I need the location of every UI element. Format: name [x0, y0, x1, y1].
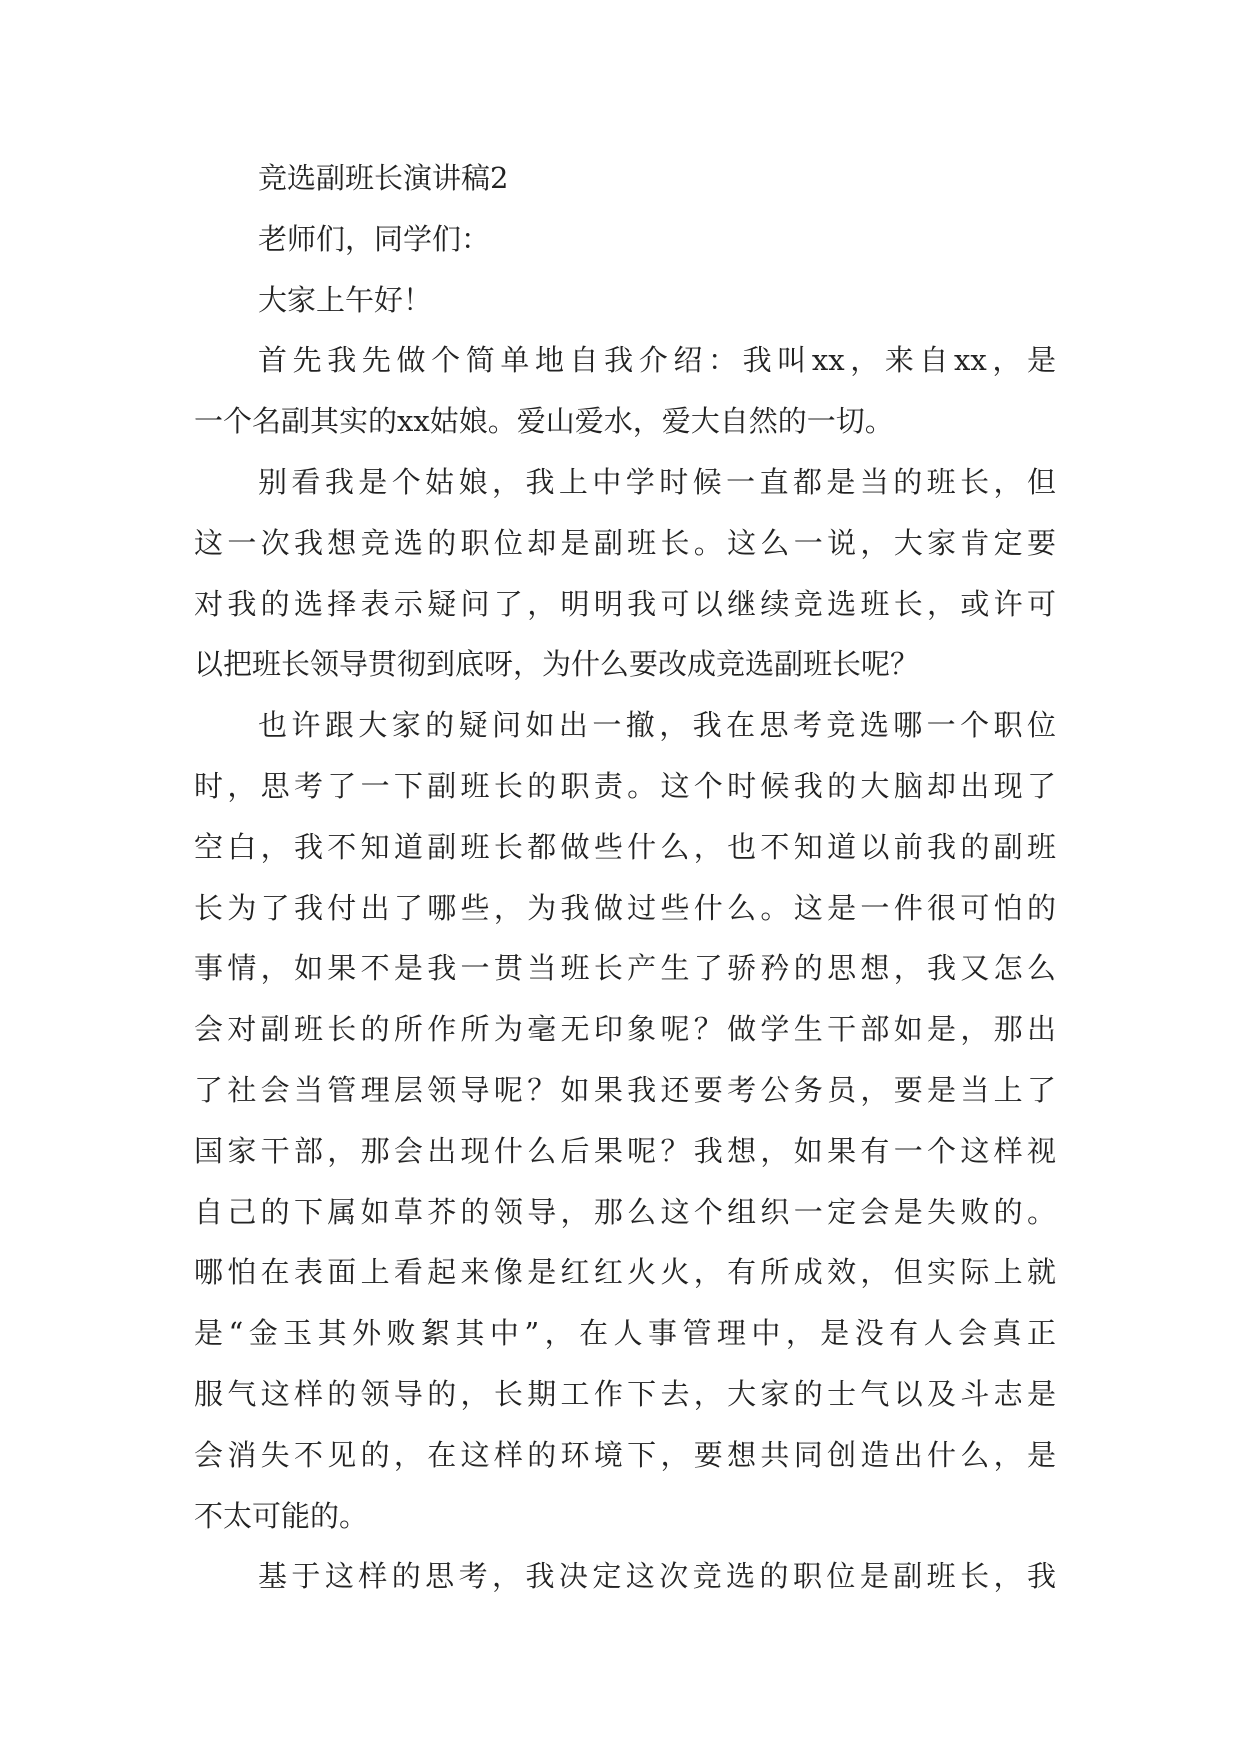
paragraph-line: 空白，我不知道副班长都做些什么，也不知道以前我的副班 — [194, 829, 1056, 864]
paragraph-line: 长为了我付出了哪些，为我做过些什么。这是一件很可怕的 — [194, 890, 1056, 925]
salutation: 大家上午好！ — [258, 282, 433, 317]
paragraph-line: 也许跟大家的疑问如出一撤，我在思考竞选哪一个职位 — [258, 708, 1056, 743]
paragraph-line: 服气这样的领导的，长期工作下去，大家的士气以及斗志是 — [194, 1376, 1056, 1411]
paragraph-3 — [194, 695, 1056, 1546]
paragraph-line: 国家干部，那会出现什么后果呢？我想，如果有一个这样视 — [194, 1133, 1056, 1168]
paragraph-line: 首先我先做个简单地自我介绍：我叫xx，来自xx，是 — [258, 343, 1056, 378]
paragraph-line: 时，思考了一下副班长的职责。这个时候我的大脑却出现了 — [194, 768, 1056, 803]
greeting: 老师们，同学们： — [258, 221, 491, 256]
paragraph-1 — [194, 330, 1056, 452]
paragraph-4 — [194, 1546, 1056, 1607]
paragraph-line: 别看我是个姑娘，我上中学时候一直都是当的班长，但 — [258, 464, 1056, 499]
paragraph-line: 事情，如果不是我一贯当班长产生了骄矜的思想，我又怎么 — [194, 951, 1056, 986]
paragraph-line: 不太可能的。 — [194, 1498, 369, 1533]
paragraph-line: 会消失不见的，在这样的环境下，要想共同创造出什么，是 — [194, 1437, 1056, 1472]
paragraph-line: 是“金玉其外败絮其中”，在人事管理中，是没有人会真正 — [194, 1316, 1056, 1351]
paragraph-2 — [194, 452, 1056, 695]
paragraph-line: 以把班长领导贯彻到底呀，为什么要改成竞选副班长呢？ — [194, 647, 920, 682]
paragraph-line: 一个名副其实的xx姑娘。爱山爱水，爱大自然的一切。 — [194, 404, 894, 439]
paragraph-line: 了社会当管理层领导呢？如果我还要考公务员，要是当上了 — [194, 1072, 1056, 1107]
paragraph-line: 对我的选择表示疑问了，明明我可以继续竞选班长，或许可 — [194, 586, 1056, 621]
document-page — [194, 148, 1056, 1607]
paragraph-line: 自己的下属如草芥的领导，那么这个组织一定会是失败的。 — [194, 1194, 1056, 1229]
paragraph-line: 基于这样的思考，我决定这次竞选的职位是副班长，我 — [258, 1559, 1056, 1594]
paragraph-line: 哪怕在表面上看起来像是红红火火，有所成效，但实际上就 — [194, 1255, 1056, 1290]
document-title: 竞选副班长演讲稿2 — [258, 161, 509, 195]
paragraph-line: 会对副班长的所作所为毫无印象呢？做学生干部如是，那出 — [194, 1012, 1056, 1047]
paragraph-line: 这一次我想竞选的职位却是副班长。这么一说，大家肯定要 — [194, 525, 1056, 560]
